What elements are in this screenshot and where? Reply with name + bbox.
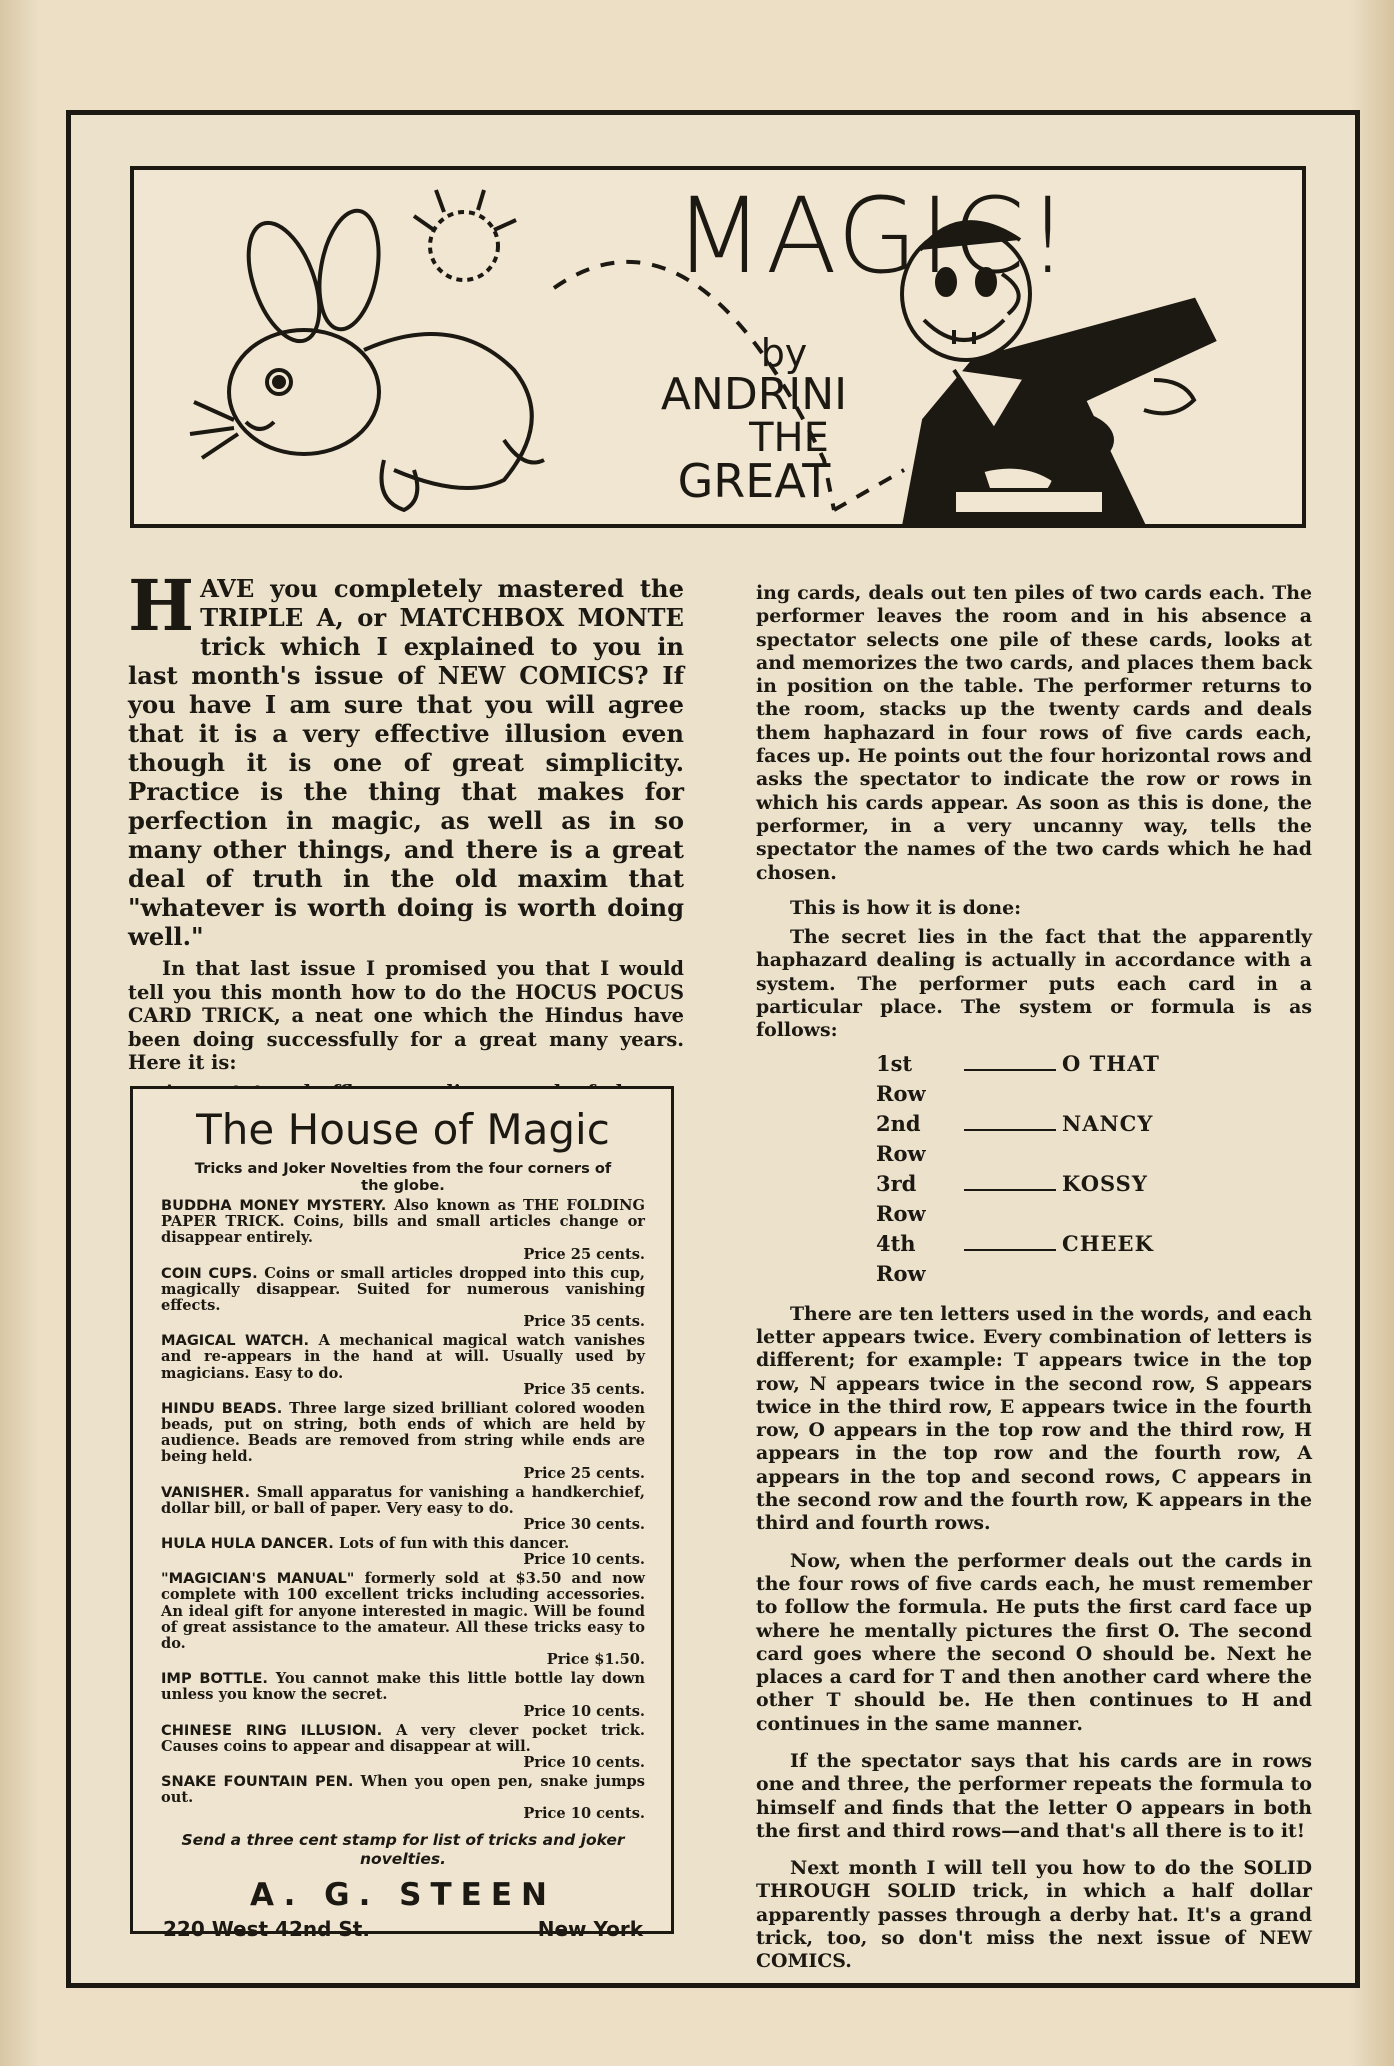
title-banner [130,166,1306,528]
ad-item: HULA HULA DANCER. Lots of fun with this dancer. [161,1535,570,1553]
formula-row: 1st Row O THAT [876,1050,1160,1106]
ad-city: New York [537,1917,643,1942]
ad-item: CHINESE RING ILLUSION. A very clever pocket trick. Causes coins to appear and disappear at will. [161,1721,646,1755]
ad-item: VANISHER. Small apparatus for vanishing a handkerchief, dollar bill, or ball of paper. Very easy to do. [161,1483,645,1517]
ad-item-price: Price 35 cents. [523,1313,645,1331]
formula-table [876,1049,1196,1289]
ad-company-name: A. G. STEEN [250,1877,556,1914]
ad-item: IMP BOTTLE. You cannot make this little bottle lay down unless you know the secret. [161,1670,645,1704]
ad-item-price: Price 10 cents. [523,1702,645,1720]
ad-title: The House of Magic [196,1105,610,1154]
ad-street: 220 West 42nd St. [163,1917,370,1942]
ad-item: SNAKE FOUNTAIN PEN. When you open pen, snake jumps out. [161,1773,645,1807]
ad-subtitle: Tricks and Joker Novelties from the four corners of the globe. [194,1160,612,1194]
paragraph-secret: The secret lies in the fact that the apparently haphazard dealing is actually in accordance with a system. The performer puts each card in a particular place. The system or formula is as follows: [756,926,1312,1042]
ad-item-price: Price 25 cents. [523,1464,645,1482]
ad-item-price: Price 30 cents. [523,1516,645,1534]
ad-item: HINDU BEADS. Three large sized brilliant colored wooden beads, put on string, both ends of which are held by audience. Beads are removed from string while ends are being held. [161,1399,645,1466]
paragraph-how-to: This is how it is done: [790,896,1022,919]
drop-cap: H [128,564,195,647]
paragraph-promise: In that last issue I promised you that I would tell you this month how to do the HOCUS POCUS CARD TRICK, a neat one which the Hindus have been doing successfully for a great many years. Here it is: [128,957,684,1074]
ad-item-price: Price 35 cents. [523,1380,645,1398]
house-of-magic-advertisement [130,1086,674,1942]
paragraph-spectator-continued: ing cards, deals out ten piles of two cards each. The performer leaves the room and in his absence a spectator selects one pile of these cards, looks at and memorizes the two cards, and places them back in position on the table. The performer returns to the room, stacks up the twenty cards and deals them haphazard in four rows of five cards each, faces up. He points out the four horizontal rows and asks the spectator to indicate the row or rows in which his cards appear. As soon as this is done, the performer, in a very uncanny way, tells the spectator the names of the two cards which he had chosen. [756,582,1312,884]
byline [624,331,884,509]
ad-item: COIN CUPS. Coins or small articles dropped into this cup, magically disappear. Suited for numerous vanishing effects. [161,1264,645,1315]
paragraph-letters: There are ten letters used in the words, and each letter appears twice. Every combination of letters is different; for example: T appears twice in the top row, N appears twice in the second row, S appears twice in the third row, E appears twice in the fourth row, O appears in the top row and the third row, H appears in the top row and the fourth row, A appears in the top and second rows, C appears in the second row and the fourth row, K appears in the third and fourth rows. [756,1302,1312,1535]
byline-by: by [760,331,808,375]
intro-paragraph [128,564,684,951]
byline-the: THE [749,414,829,461]
ad-item-price: Price $1.50. [546,1651,645,1669]
ad-item: MAGICAL WATCH. A mechanical magical watch vanishes and re-appears in the hand at will. Usually used by magicians. Easy to do. [161,1332,645,1382]
magic-title: MAGIC! [674,175,1071,297]
ad-item-price: Price 10 cents. [523,1754,645,1772]
formula-row: 3rd Row KOSSY [876,1170,1148,1226]
ad-item-price: Price 25 cents. [523,1245,645,1263]
paragraph-rows: If the spectator says that his cards are in rows one and three, the performer repeats the formula to himself and finds that the letter O appears in both the first and third rows—and that's all there is to it! [756,1749,1312,1842]
intro-text: AVE you completely mastered the TRIPLE A, or MATCHBOX MONTE trick which I explained to you in last month's issue of NEW COMICS? If you have I am sure that you will agree that it is a very effective illusion even though it is one of great simplicity. Practice is the thing that makes for perfection in magic, as well as in so many other things, and there is a great deal of truth in the old maxim that "whatever is worth doing is worth doing well." [128,574,684,951]
byline-great: GREAT [677,454,831,509]
ad-item-price: Price 10 cents. [523,1551,645,1569]
paragraph-next-month: Next month I will tell you how to do the SOLID THROUGH SOLID trick, in which a half dollar apparently passes through a derby hat. It's a grand trick, too, so don't miss the next issue of NEW COMICS. [756,1857,1312,1973]
article-right-column [756,582,1312,1974]
article-left-column [128,564,684,1104]
paragraph-deal: Now, when the performer deals out the cards in the four rows of five cards each, he must remember to follow the formula. He puts the first card face up where he mentally pictures the first O. The second card goes where the second O should be. Next he places a card for T and then another card where the other T should be. He then continues to H and continues in the same manner. [756,1549,1312,1735]
ad-item: BUDDHA MONEY MYSTERY. Also known as THE FOLDING PAPER TRICK. Coins, bills and small articles change or disappear entirely. [161,1197,645,1247]
ad-item: "MAGICIAN'S MANUAL" formerly sold at $3.50 and now complete with 100 excellent tricks including accessories. An ideal gift for anyone interested in magic. Will be found of great assistance to the amateur. All these tricks easy to do. [161,1570,645,1653]
ad-footer-note: Send a three cent stamp for list of tricks and joker novelties. [181,1831,625,1869]
ad-item-price: Price 10 cents. [523,1805,645,1823]
formula-row: 4th Row CHEEK [876,1230,1154,1286]
rabbit-illustration [190,190,544,510]
byline-author: ANDRINI [660,368,848,420]
formula-row: 2nd Row NANCY [876,1110,1154,1166]
ad-address [161,1917,645,1941]
